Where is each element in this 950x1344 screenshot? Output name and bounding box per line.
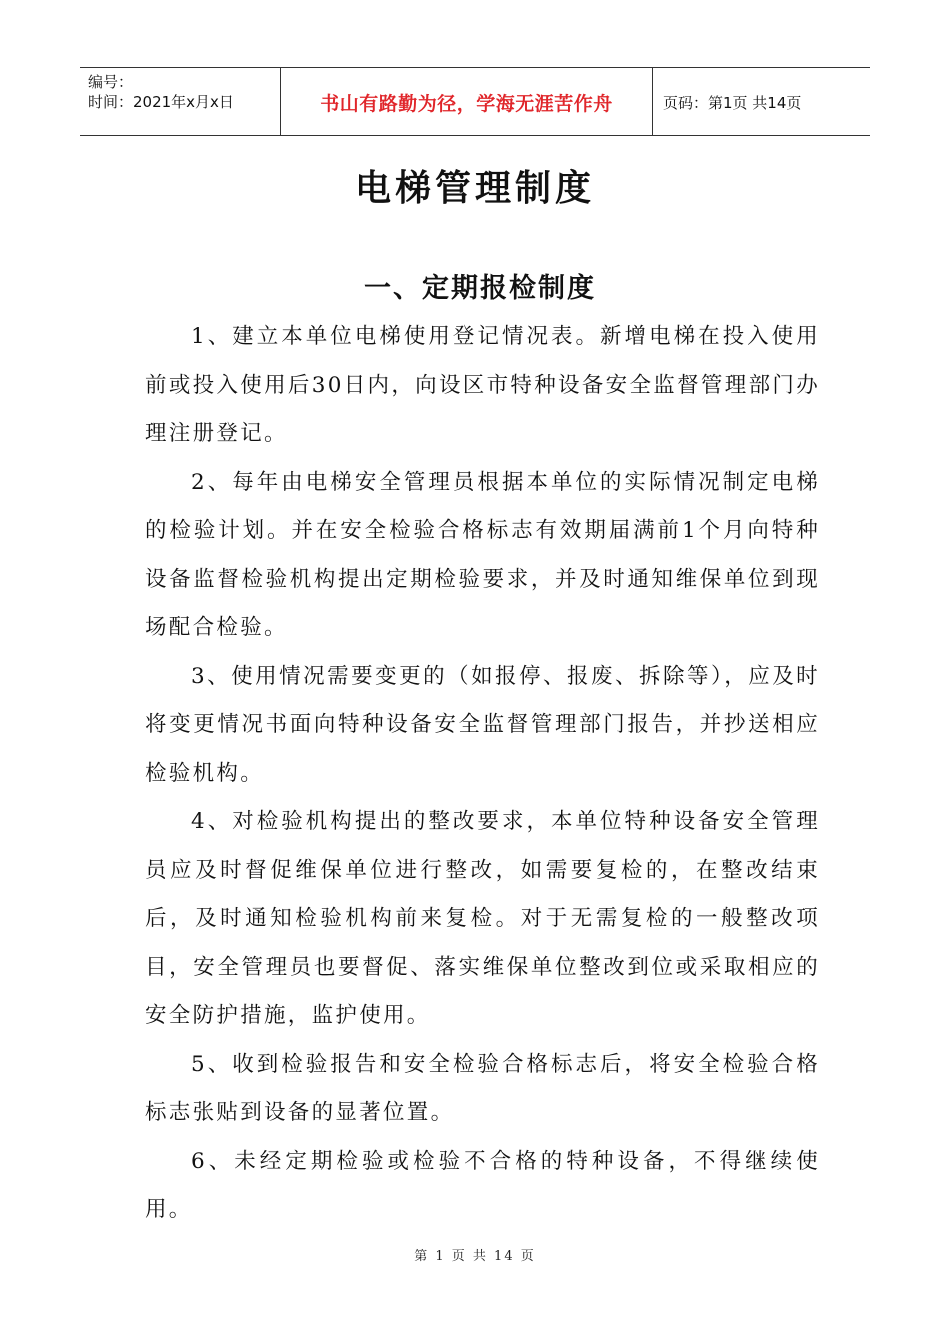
header-meta: [80, 68, 280, 135]
paragraph: 3、使用情况需要变更的（如报停、报废、拆除等），应及时将变更情况书面向特种设备安全监督管理部门报告，并抄送相应检验机构。: [145, 663, 820, 786]
header-page-info: 页码：第1页 共14页: [663, 94, 802, 112]
document-title: 电梯管理制度: [354, 168, 595, 209]
section-heading: 一、定期报检制度: [364, 273, 596, 304]
document-body: [145, 313, 820, 1235]
page-footer: 第 1 页 共 14 页: [414, 1249, 536, 1264]
number-label: 编号：: [88, 73, 134, 91]
document-header: [80, 67, 870, 136]
header-motto: 书山有路勤为径，学海无涯苦作舟: [280, 68, 653, 135]
paragraph: 5、收到检验报告和安全检验合格标志后，将安全检验合格标志张贴到设备的显著位置。: [145, 1051, 820, 1125]
time-label: 时间：2021年x月x日: [88, 93, 234, 111]
paragraph: 1、建立本单位电梯使用登记情况表。新增电梯在投入使用前或投入使用后30日内，向设区市特种设备安全监督管理部门办理注册登记。: [145, 324, 820, 446]
paragraph: 4、对检验机构提出的整改要求，本单位特种设备安全管理员应及时督促维保单位进行整改，如需要复检的，在整改结束后，及时通知检验机构前来复检。对于无需复检的一般整改项目，安全管理员也要督促、落实维保单位整改到位或采取相应的安全防护措施，监护使用。: [145, 809, 820, 1028]
paragraph: 6、未经定期检验或检验不合格的特种设备，不得继续使用。: [145, 1148, 820, 1222]
paragraph: 2、每年由电梯安全管理员根据本单位的实际情况制定电梯的检验计划。并在安全检验合格标志有效期届满前1个月向特种设备监督检验机构提出定期检验要求，并及时通知维保单位到现场配合检验。: [145, 469, 820, 640]
